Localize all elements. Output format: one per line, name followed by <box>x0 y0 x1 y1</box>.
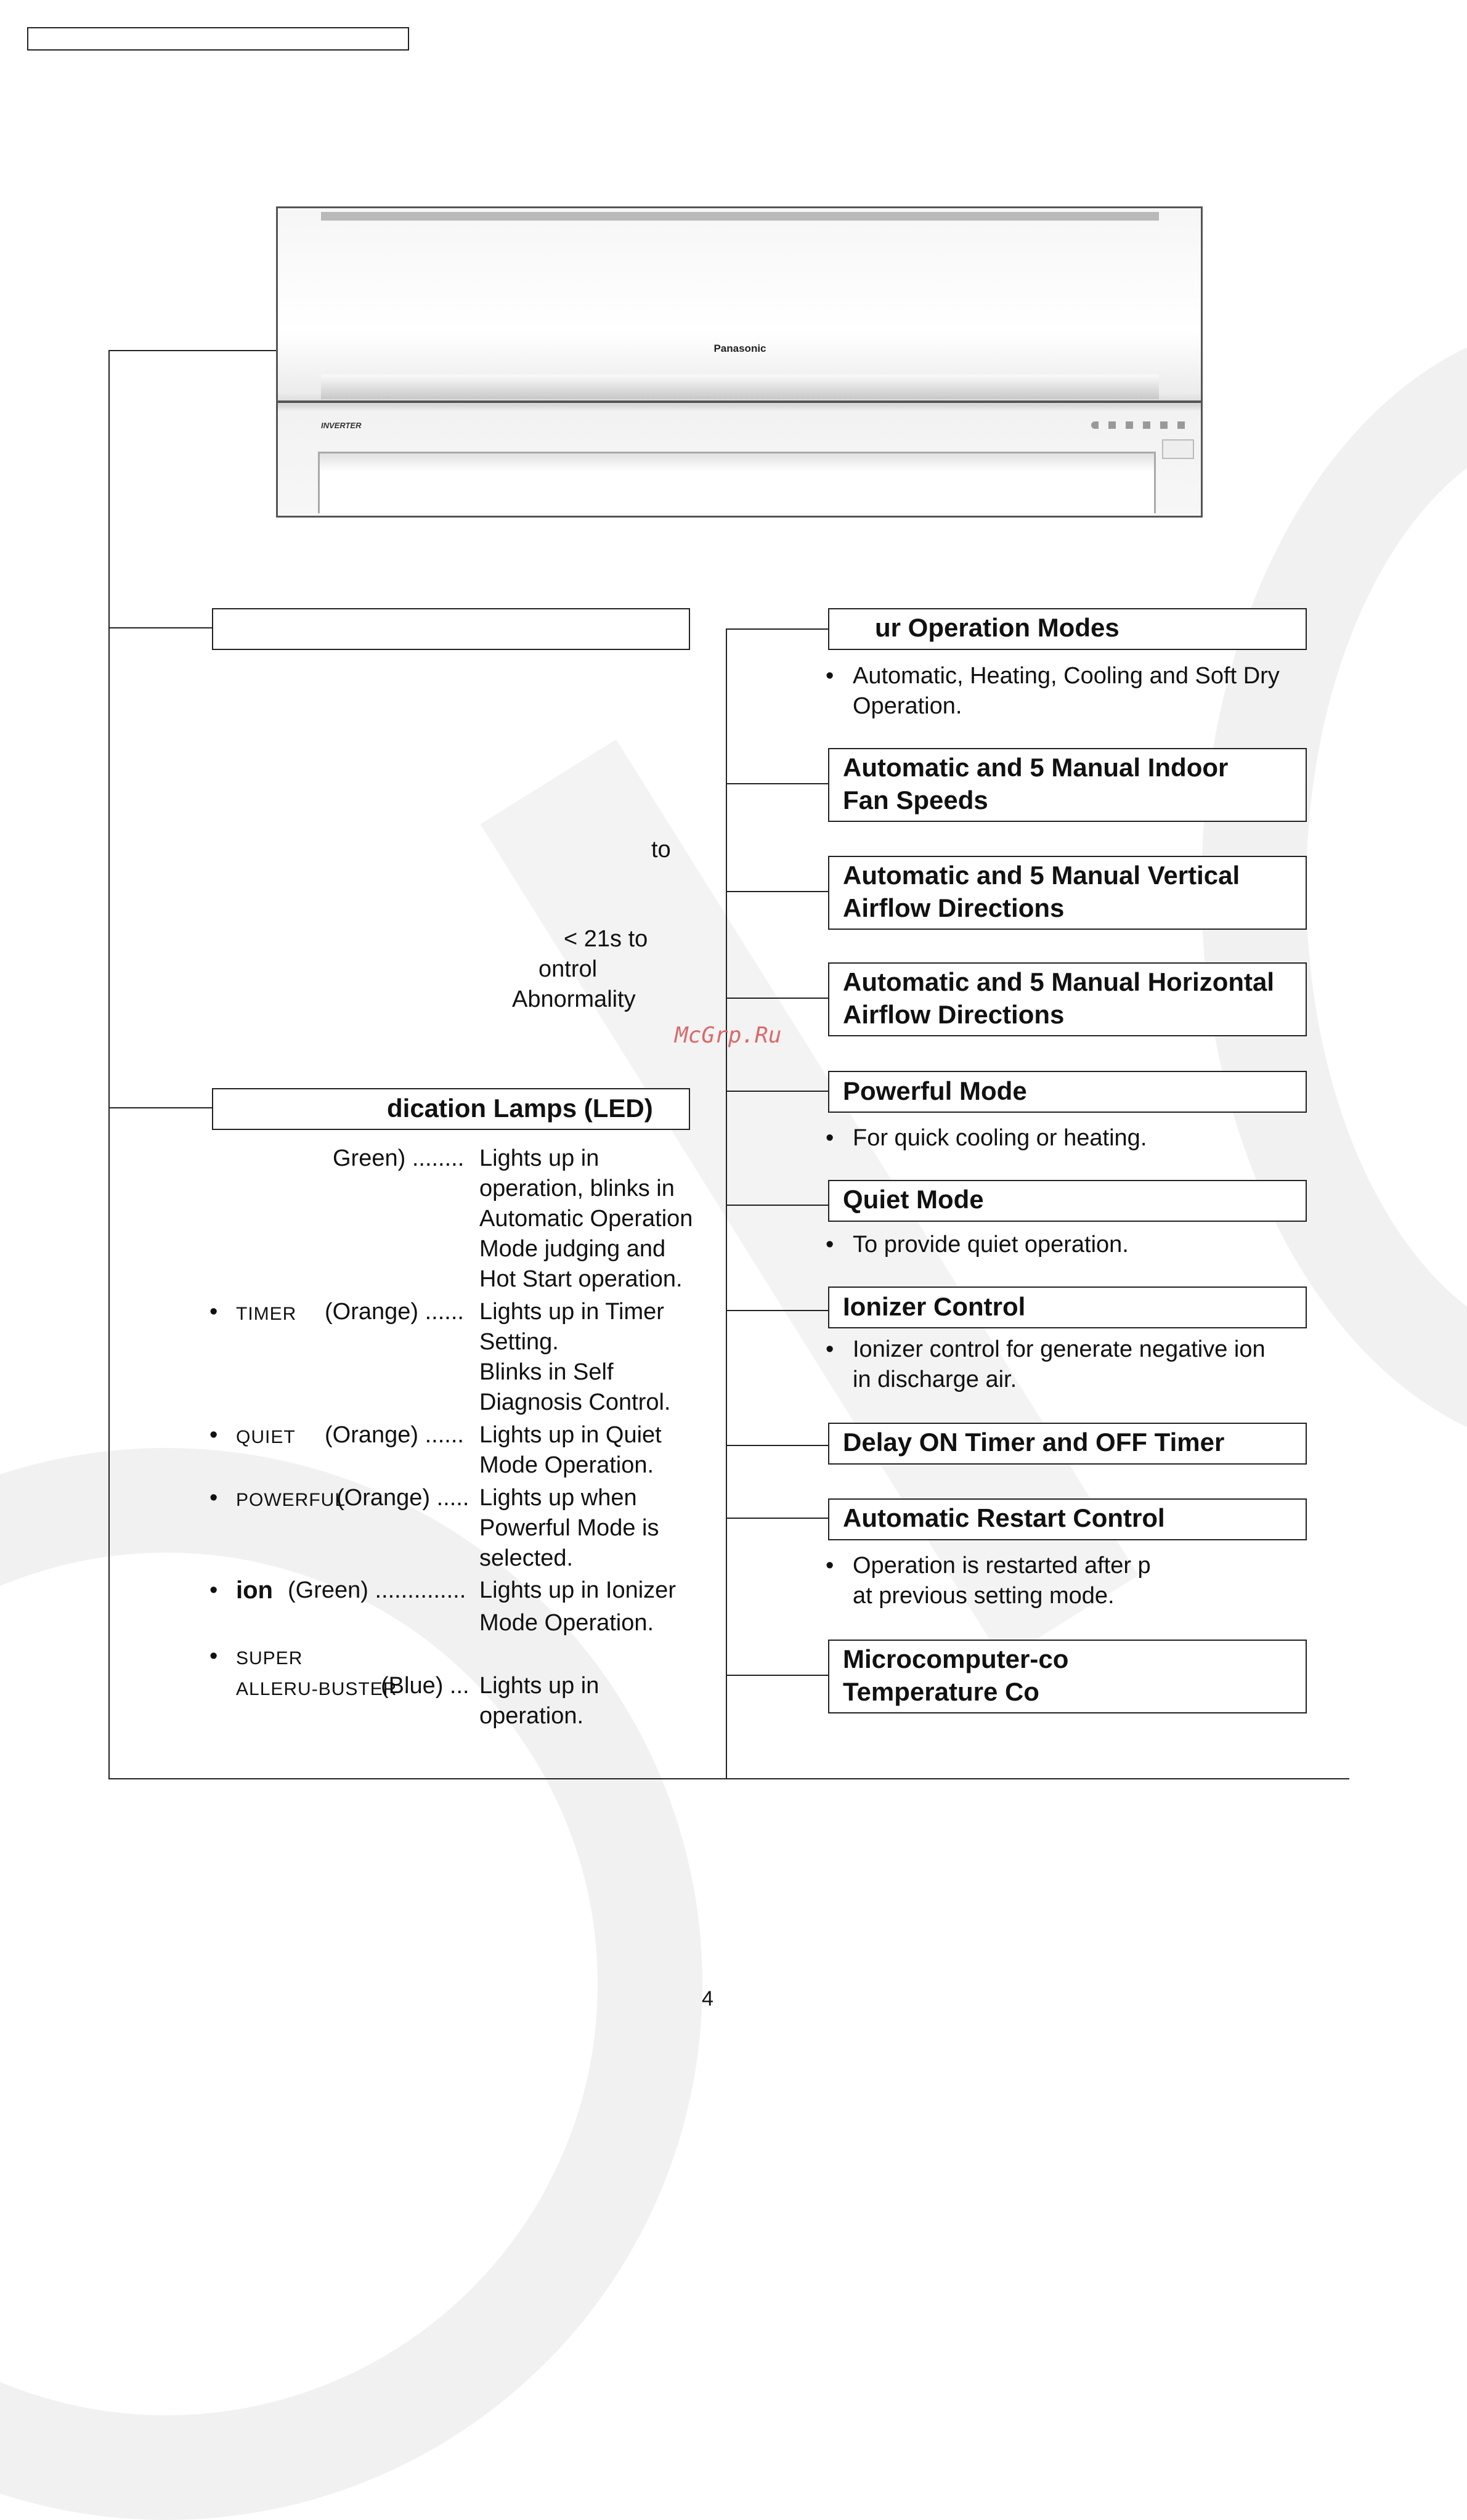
indoor-unit-illustration <box>276 206 1203 518</box>
feature-connector <box>726 783 828 784</box>
led-color-lead: (Orange) ...... <box>325 1299 464 1325</box>
bullet: • <box>209 1422 218 1448</box>
header-box <box>27 27 409 51</box>
bullet: • <box>826 1336 834 1362</box>
unit-connector <box>108 350 276 351</box>
feature-bullet-text: Automatic, Heating, Cooling and Soft Dry <box>853 663 1280 689</box>
led-label-super: SUPER <box>236 1648 303 1668</box>
feature-title: Airflow Directions <box>843 1000 1065 1029</box>
led-color-lead: (Green) .............. <box>288 1577 466 1603</box>
feature-bullet-text: Ionizer control for generate negative ion <box>853 1336 1266 1362</box>
led-desc: Automatic Operation <box>479 1206 693 1232</box>
feature-title: Ionizer Control <box>843 1292 1026 1321</box>
bullet: • <box>209 1643 218 1669</box>
unit-model-label: INVERTER <box>321 421 362 430</box>
led-desc: Mode Operation. <box>479 1452 654 1478</box>
feature-bullet-text: Operation is restarted after p <box>853 1553 1151 1579</box>
feature-connector <box>726 998 828 999</box>
feature-title: ur Operation Modes <box>875 613 1120 642</box>
feature-connector <box>726 1310 828 1311</box>
left-section-title-box <box>212 608 690 650</box>
led-desc: Mode Operation. <box>479 1610 654 1636</box>
bullet: • <box>826 1553 834 1579</box>
feature-title: Delay ON Timer and OFF Timer <box>843 1428 1225 1457</box>
feature-title: Automatic and 5 Manual Horizontal <box>843 967 1275 996</box>
led-desc: Blinks in Self <box>479 1359 614 1385</box>
left-partial-text: ontrol <box>538 956 598 982</box>
led-desc: Mode judging and <box>479 1236 666 1262</box>
led-color-lead: (Orange) ...... <box>325 1422 464 1448</box>
bullet: • <box>209 1577 218 1603</box>
feature-bullet-text: Operation. <box>853 693 962 719</box>
left-trunk-line <box>108 350 110 1779</box>
led-desc: Hot Start operation. <box>479 1266 683 1292</box>
left-partial-text: Abnormality <box>512 986 636 1012</box>
feature-connector <box>726 1205 828 1206</box>
unit-lower-strip <box>321 375 1159 399</box>
feature-title: Powerful Mode <box>843 1076 1027 1105</box>
feature-bullet-text: For quick cooling or heating. <box>853 1125 1147 1151</box>
feature-bullet-text: at previous setting mode. <box>853 1583 1115 1609</box>
feature-title: Quiet Mode <box>843 1185 984 1214</box>
unit-top-strip <box>321 212 1159 221</box>
led-desc: selected. <box>479 1545 574 1571</box>
page-number: 4 <box>702 1987 713 2010</box>
feature-connector <box>726 1091 828 1092</box>
led-color-lead: Green) ........ <box>333 1145 465 1171</box>
led-color-lead: (Blue) ... <box>381 1673 469 1699</box>
led-label-ion-icon: ion <box>236 1577 273 1604</box>
feature-title: Temperature Co <box>843 1677 1039 1706</box>
feature-connector <box>726 628 828 630</box>
feature-title: Automatic and 5 Manual Vertical <box>843 861 1240 890</box>
led-label-quiet: QUIET <box>236 1427 296 1447</box>
led-desc: Lights up in Quiet <box>479 1422 662 1448</box>
feature-bullet-text: To provide quiet operation. <box>853 1232 1129 1258</box>
features-trunk-line <box>726 628 727 1779</box>
feature-connector <box>726 1675 828 1676</box>
led-desc: operation. <box>479 1703 584 1729</box>
led-desc: Setting. <box>479 1329 559 1355</box>
feature-connector <box>726 1518 828 1519</box>
left-box1-connector <box>108 627 212 628</box>
feature-title: Automatic and 5 Manual Indoor <box>843 753 1229 782</box>
feature-title: Automatic Restart Control <box>843 1503 1165 1532</box>
led-desc: Lights up when <box>479 1485 637 1511</box>
feature-connector <box>726 891 828 892</box>
unit-receiver-window <box>1162 439 1194 459</box>
unit-louver <box>318 452 1156 513</box>
left-partial-text: to <box>651 837 671 863</box>
left-partial-text: < 21s to <box>564 926 648 952</box>
bullet: • <box>826 1125 834 1151</box>
bullet: • <box>826 1232 834 1258</box>
feature-title: Microcomputer-co <box>843 1644 1069 1673</box>
bottom-rule <box>108 1778 1349 1779</box>
unit-brand: Panasonic <box>713 343 766 354</box>
led-label-powerful: POWERFUL <box>236 1490 346 1510</box>
led-desc: Powerful Mode is <box>479 1515 659 1541</box>
led-label-timer: TIMER <box>236 1304 297 1324</box>
led-desc: Lights up in <box>479 1673 599 1699</box>
led-desc: Lights up in Ionizer <box>479 1577 676 1603</box>
led-color-lead: (Orange) ..... <box>336 1485 469 1511</box>
unit-divider <box>278 400 1202 403</box>
led-desc: Lights up in Timer <box>479 1299 664 1325</box>
led-connector <box>108 1107 212 1108</box>
watermark-text: McGrp.Ru <box>675 1023 782 1048</box>
bullet: • <box>826 663 834 689</box>
led-desc: operation, blinks in <box>479 1176 675 1201</box>
led-label-alleru-buster: ALLERU-BUSTER <box>236 1679 397 1699</box>
feature-title: Airflow Directions <box>843 893 1065 922</box>
feature-connector <box>726 1445 828 1446</box>
bullet: • <box>209 1299 218 1325</box>
feature-title: Fan Speeds <box>843 786 988 815</box>
unit-indicator-lamps <box>1091 421 1190 429</box>
led-desc: Lights up in <box>479 1145 599 1171</box>
led-section-title: dication Lamps (LED) <box>387 1094 653 1123</box>
feature-bullet-text: in discharge air. <box>853 1367 1017 1392</box>
led-desc: Diagnosis Control. <box>479 1389 671 1415</box>
bullet: • <box>209 1485 218 1511</box>
